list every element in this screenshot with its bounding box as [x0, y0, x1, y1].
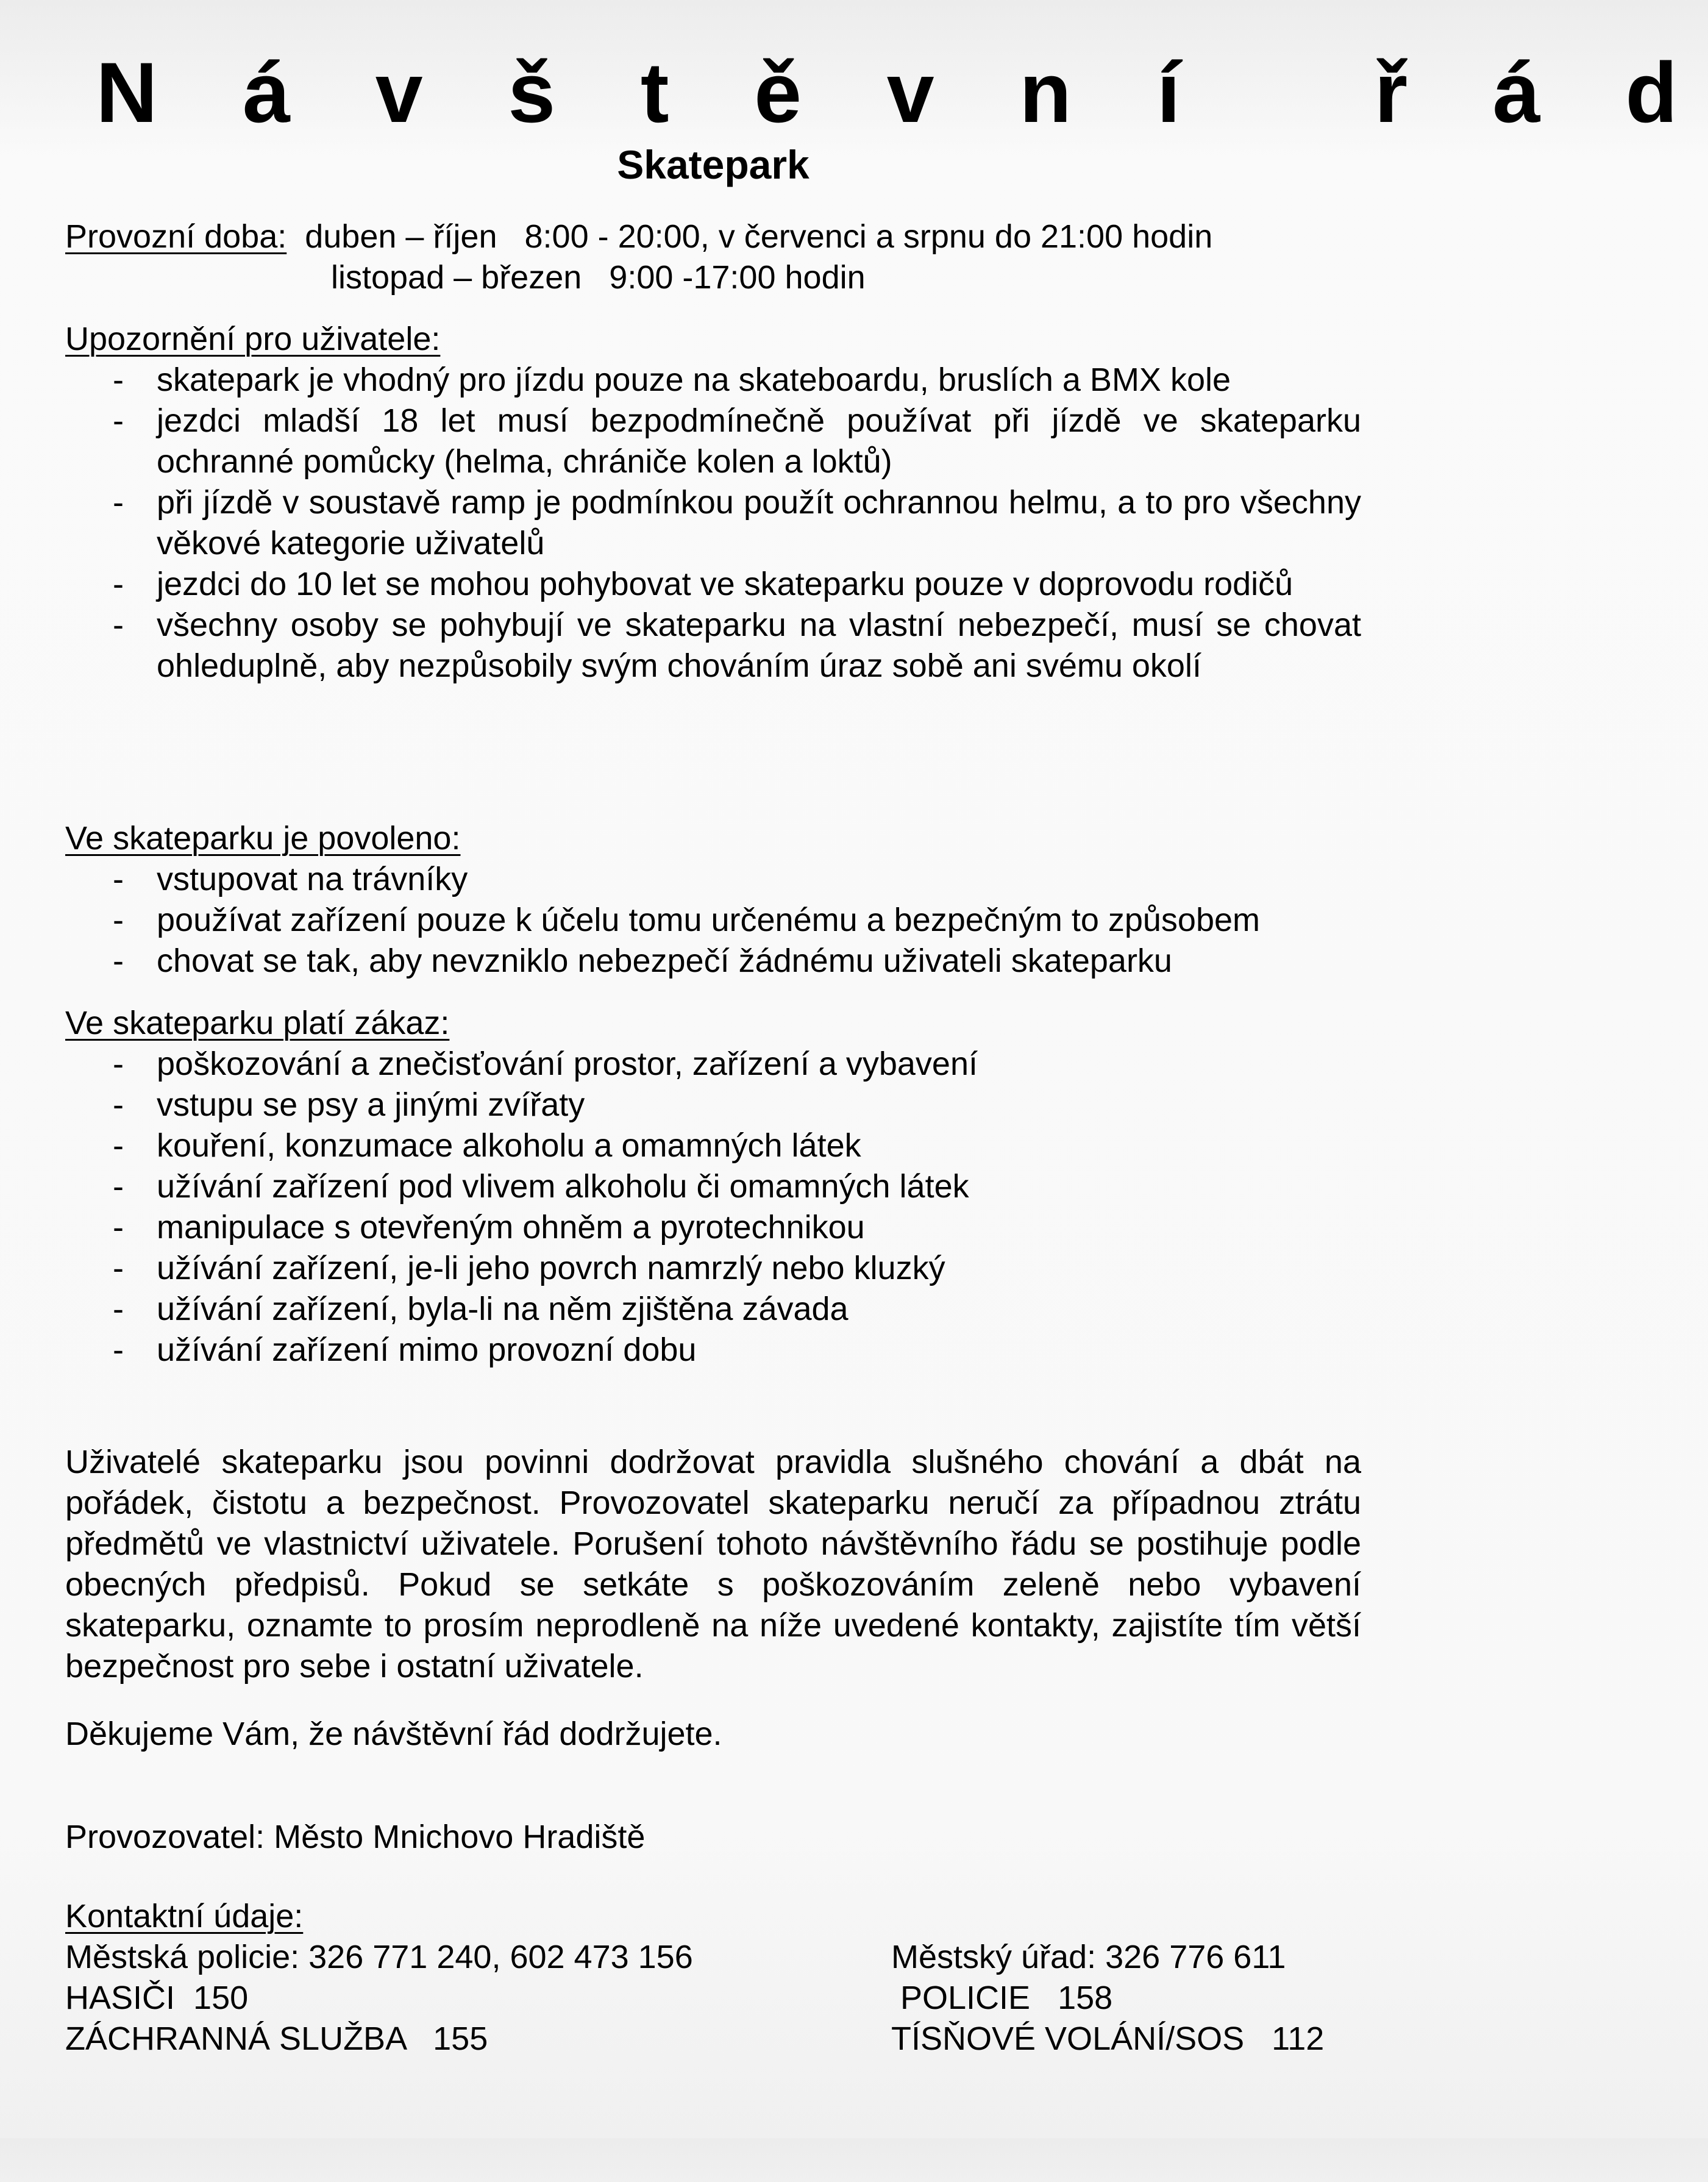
opening-hours-winter: listopad – březen 9:00 -17:00 hodin	[331, 259, 866, 296]
list-item: - při jízdě v soustavě ramp je podmínkou použít ochrannou helmu, a to pro všechny věkové kategorie uživatelů	[65, 482, 1361, 564]
contact-row	[65, 2019, 1361, 2059]
list-item: - poškozování a znečisťování prostor, zařízení a vybavení	[65, 1044, 1361, 1085]
contact-city-office: Městský úřad: 326 776 611	[891, 1939, 1286, 1975]
warnings-section	[65, 319, 1361, 686]
list-item: - kouření, konzumace alkoholu a omamných látek	[65, 1125, 1361, 1166]
warnings-heading: Upozornění pro uživatele:	[65, 321, 441, 357]
prohibited-section	[65, 1003, 1361, 1371]
list-item: - skatepark je vhodný pro jízdu pouze na skateboardu, bruslích a BMX kole	[65, 360, 1361, 401]
page-subtitle: Skatepark	[617, 142, 810, 187]
contact-ambulance: ZÁCHRANNÁ SLUŽBA 155	[65, 2020, 488, 2057]
contact-emergency: TÍSŇOVÉ VOLÁNÍ/SOS 112	[891, 2020, 1325, 2057]
contact-city-police: Městská policie: 326 771 240, 602 473 156	[65, 1939, 693, 1975]
thanks-text: Děkujeme Vám, že návštěvní řád dodržujete.	[65, 1716, 722, 1752]
list-item: - užívání zařízení, byla-li na něm zjištěna závada	[65, 1289, 1361, 1330]
list-item: - užívání zařízení, je-li jeho povrch namrzlý nebo kluzký	[65, 1248, 1361, 1289]
contact-police: POLICIE 158	[891, 1980, 1113, 2016]
list-item: - vstupovat na trávníky	[65, 859, 1361, 900]
opening-hours	[65, 216, 1425, 298]
list-item: - užívání zařízení mimo provozní dobu	[65, 1330, 1361, 1371]
page-title: N á v š t ě v n í ř á d	[96, 45, 1708, 140]
opening-hours-label: Provozní doba:	[65, 218, 287, 255]
allowed-section	[65, 818, 1361, 982]
contact-row	[65, 1978, 1361, 2019]
list-item: - jezdci do 10 let se mohou pohybovat ve skateparku pouze v doprovodu rodičů	[65, 564, 1361, 605]
operator-text: Provozovatel: Město Mnichovo Hradiště	[65, 1819, 646, 1855]
list-item: - manipulace s otevřeným ohněm a pyrotechnikou	[65, 1207, 1361, 1248]
contact-firefighters: HASIČI 150	[65, 1980, 249, 2016]
contact-row	[65, 1937, 1361, 1978]
list-item: - jezdci mladší 18 let musí bezpodmínečně používat při jízdě ve skateparku ochranné pomůcky (helma, chrániče kolen a loktů)	[65, 401, 1361, 482]
contacts-heading: Kontaktní údaje:	[65, 1898, 304, 1934]
list-item: - vstupu se psy a jinými zvířaty	[65, 1085, 1361, 1125]
contacts-section	[65, 1896, 1361, 2059]
list-item: - chovat se tak, aby nevzniklo nebezpečí žádnému uživateli skateparku	[65, 941, 1361, 982]
list-item: - užívání zařízení pod vlivem alkoholu či omamných látek	[65, 1166, 1361, 1207]
allowed-heading: Ve skateparku je povoleno:	[65, 820, 461, 857]
prohibited-heading: Ve skateparku platí zákaz:	[65, 1005, 450, 1041]
opening-hours-summer: duben – říjen 8:00 - 20:00, v červenci a srpnu do 21:00 hodin	[286, 218, 1213, 255]
list-item: - používat zařízení pouze k účelu tomu určenému a bezpečným to způsobem	[65, 900, 1361, 941]
list-item: - všechny osoby se pohybují ve skateparku na vlastní nebezpečí, musí se chovat ohleduplně, aby nezpůsobily svým chováním úraz sobě ani svému okolí	[65, 605, 1361, 686]
rules-paragraph: Uživatelé skateparku jsou povinni dodržovat pravidla slušného chování a dbát na pořádek, čistotu a bezpečnost. Provozovatel skateparku neručí za případnou ztrátu předmětů ve vlastnictví uživatele. Porušení tohoto návštěvního řádu se postihuje podle obecných předpisů. Pokud se setkáte s poškozováním zeleně nebo vybavení skateparku, oznamte to prosím neprodleně na níže uvedené kontakty, zajistíte tím větší bezpečnost pro sebe i ostatní uživatele.	[65, 1444, 1361, 1685]
